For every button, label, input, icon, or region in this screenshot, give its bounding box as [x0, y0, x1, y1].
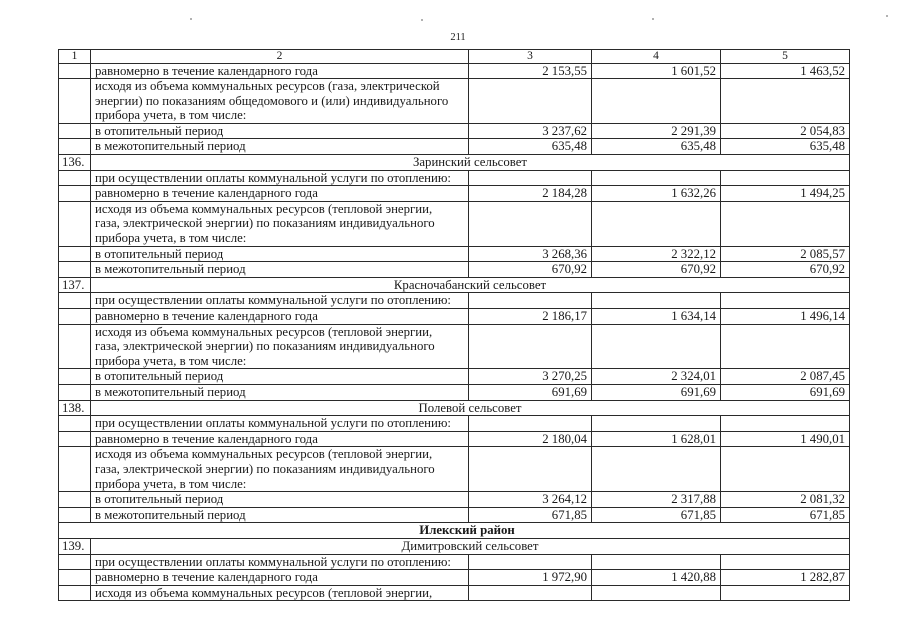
- description-line: прибора учета, в том числе:: [95, 353, 247, 368]
- table-row: [59, 447, 850, 492]
- settlement-title: Димитровский сельсовет: [91, 538, 850, 554]
- scan-speck: [652, 18, 654, 20]
- row-number-cell: [59, 246, 91, 262]
- description-cell: равномерно в течение календарного года: [91, 570, 469, 586]
- settlement-row: [59, 155, 850, 171]
- table-row: [59, 139, 850, 155]
- settlement-row: [59, 400, 850, 416]
- value-cell-col-3: [469, 79, 592, 124]
- page-number: 211: [450, 32, 466, 43]
- description-cell: равномерно в течение календарного года: [91, 63, 469, 79]
- value-cell-col-4: 1 628,01: [592, 431, 721, 447]
- scan-speck: [421, 19, 423, 21]
- row-number-cell: [59, 492, 91, 508]
- table-row: [59, 554, 850, 570]
- description-line: прибора учета, в том числе:: [95, 476, 247, 491]
- value-cell-col-4: 635,48: [592, 139, 721, 155]
- row-number-cell: [59, 186, 91, 202]
- value-cell-col-5: 635,48: [721, 139, 850, 155]
- value-cell-col-4: 2 291,39: [592, 123, 721, 139]
- tariff-table: [58, 49, 850, 601]
- table-row: [59, 246, 850, 262]
- description-line: при осуществлении оплаты коммунальной услуги по отоплению:: [95, 170, 451, 185]
- row-number-cell: [59, 123, 91, 139]
- district-title: Илекский район: [59, 523, 850, 539]
- value-cell-col-4: [592, 416, 721, 432]
- value-cell-col-3: 3 268,36: [469, 246, 592, 262]
- value-cell-col-3: 1 972,90: [469, 570, 592, 586]
- table-row: [59, 293, 850, 309]
- district-row: [59, 523, 850, 539]
- value-cell-col-5: 1 494,25: [721, 186, 850, 202]
- value-cell-col-4: 1 634,14: [592, 309, 721, 325]
- table-row: [59, 416, 850, 432]
- value-cell-col-3: [469, 170, 592, 186]
- value-cell-col-4: 2 324,01: [592, 369, 721, 385]
- value-cell-col-5: [721, 554, 850, 570]
- row-number-cell: [59, 447, 91, 492]
- table-row: [59, 431, 850, 447]
- value-cell-col-3: [469, 416, 592, 432]
- value-cell-col-4: 2 317,88: [592, 492, 721, 508]
- table-row: [59, 492, 850, 508]
- value-cell-col-3: [469, 201, 592, 246]
- value-cell-col-5: 1 490,01: [721, 431, 850, 447]
- description-line: исходя из объема коммунальных ресурсов (тепловой энергии,: [95, 324, 433, 339]
- value-cell-col-5: 2 087,45: [721, 369, 850, 385]
- table-row: [59, 507, 850, 523]
- table-row: [59, 384, 850, 400]
- description-cell: [91, 324, 469, 369]
- description-line: газа, электрической энергии) по показаниям индивидуального: [95, 216, 435, 231]
- settlement-row: [59, 538, 850, 554]
- description-line: при осуществлении оплаты коммунальной услуги по отоплению:: [95, 293, 451, 308]
- description-cell: в отопительный период: [91, 492, 469, 508]
- value-cell-col-3: [469, 585, 592, 601]
- description-cell: равномерно в течение календарного года: [91, 431, 469, 447]
- column-header-2: 2: [91, 50, 469, 64]
- settlement-title: Полевой сельсовет: [91, 400, 850, 416]
- scan-speck: [190, 18, 192, 20]
- description-line: при осуществлении оплаты коммунальной услуги по отоплению:: [95, 416, 451, 431]
- value-cell-col-3: [469, 324, 592, 369]
- value-cell-col-5: 1 496,14: [721, 309, 850, 325]
- value-cell-col-4: [592, 324, 721, 369]
- value-cell-col-5: [721, 324, 850, 369]
- row-number-cell: [59, 139, 91, 155]
- row-number-cell: [59, 585, 91, 601]
- value-cell-col-5: 1 282,87: [721, 570, 850, 586]
- row-number-cell: [59, 293, 91, 309]
- description-cell: [91, 170, 469, 186]
- value-cell-col-3: 635,48: [469, 139, 592, 155]
- column-number-row: [59, 50, 850, 64]
- description-cell: [91, 416, 469, 432]
- settlement-row: [59, 277, 850, 293]
- table-row: [59, 369, 850, 385]
- value-cell-col-5: [721, 416, 850, 432]
- value-cell-col-4: [592, 293, 721, 309]
- value-cell-col-3: 2 186,17: [469, 309, 592, 325]
- value-cell-col-5: [721, 447, 850, 492]
- value-cell-col-4: 2 322,12: [592, 246, 721, 262]
- table-row: [59, 201, 850, 246]
- row-number: 136.: [59, 155, 91, 171]
- row-number-cell: [59, 262, 91, 278]
- table-row: [59, 170, 850, 186]
- description-cell: равномерно в течение календарного года: [91, 186, 469, 202]
- description-line: газа, электрической энергии) по показаниям индивидуального: [95, 461, 435, 476]
- value-cell-col-3: 3 270,25: [469, 369, 592, 385]
- value-cell-col-5: 671,85: [721, 507, 850, 523]
- table-row: [59, 309, 850, 325]
- description-cell: [91, 201, 469, 246]
- description-cell: в межотопительный период: [91, 384, 469, 400]
- description-line: исходя из объема коммунальных ресурсов (тепловой энергии,: [95, 447, 433, 462]
- value-cell-col-4: 670,92: [592, 262, 721, 278]
- row-number-cell: [59, 79, 91, 124]
- settlement-title: Заринский сельсовет: [91, 155, 850, 171]
- row-number: 138.: [59, 400, 91, 416]
- table-row: [59, 123, 850, 139]
- value-cell-col-5: 2 085,57: [721, 246, 850, 262]
- description-cell: в отопительный период: [91, 246, 469, 262]
- value-cell-col-4: [592, 554, 721, 570]
- row-number-cell: [59, 431, 91, 447]
- value-cell-col-3: [469, 293, 592, 309]
- description-cell: [91, 79, 469, 124]
- row-number-cell: [59, 570, 91, 586]
- column-header-3: 3: [469, 50, 592, 64]
- row-number-cell: [59, 416, 91, 432]
- table-row: [59, 324, 850, 369]
- row-number-cell: [59, 384, 91, 400]
- value-cell-col-3: 691,69: [469, 384, 592, 400]
- value-cell-col-3: [469, 447, 592, 492]
- value-cell-col-5: 670,92: [721, 262, 850, 278]
- value-cell-col-5: [721, 201, 850, 246]
- description-cell: в межотопительный период: [91, 262, 469, 278]
- value-cell-col-4: [592, 79, 721, 124]
- value-cell-col-3: 3 237,62: [469, 123, 592, 139]
- value-cell-col-4: [592, 447, 721, 492]
- description-cell: [91, 554, 469, 570]
- value-cell-col-4: 691,69: [592, 384, 721, 400]
- value-cell-col-5: 1 463,52: [721, 63, 850, 79]
- description-cell: [91, 447, 469, 492]
- table-row: [59, 570, 850, 586]
- description-cell: равномерно в течение календарного года: [91, 309, 469, 325]
- column-header-1: 1: [59, 50, 91, 64]
- row-number-cell: [59, 324, 91, 369]
- column-header-5: 5: [721, 50, 850, 64]
- settlement-title: Красночабанский сельсовет: [91, 277, 850, 293]
- row-number-cell: [59, 309, 91, 325]
- value-cell-col-3: 3 264,12: [469, 492, 592, 508]
- description-cell: в отопительный период: [91, 369, 469, 385]
- row-number-cell: [59, 507, 91, 523]
- value-cell-col-4: [592, 170, 721, 186]
- value-cell-col-5: [721, 585, 850, 601]
- description-line: газа, электрической энергии) по показаниям индивидуального: [95, 339, 435, 354]
- value-cell-col-4: 671,85: [592, 507, 721, 523]
- description-line: исходя из объема коммунальных ресурсов (тепловой энергии,: [95, 201, 433, 216]
- description-line: прибора учета, в том числе:: [95, 231, 247, 246]
- value-cell-col-4: 1 601,52: [592, 63, 721, 79]
- value-cell-col-5: 691,69: [721, 384, 850, 400]
- value-cell-col-4: 1 632,26: [592, 186, 721, 202]
- row-number: 137.: [59, 277, 91, 293]
- value-cell-col-3: 670,92: [469, 262, 592, 278]
- description-line: исходя из объема коммунальных ресурсов (газа, электрической: [95, 79, 440, 94]
- row-number-cell: [59, 554, 91, 570]
- table-row: [59, 186, 850, 202]
- value-cell-col-4: [592, 585, 721, 601]
- value-cell-col-4: [592, 201, 721, 246]
- table-row: [59, 63, 850, 79]
- value-cell-col-5: [721, 170, 850, 186]
- row-number-cell: [59, 201, 91, 246]
- table-row: [59, 79, 850, 124]
- column-header-4: 4: [592, 50, 721, 64]
- row-number-cell: [59, 63, 91, 79]
- value-cell-col-3: [469, 554, 592, 570]
- row-number: 139.: [59, 538, 91, 554]
- value-cell-col-3: 671,85: [469, 507, 592, 523]
- value-cell-col-4: 1 420,88: [592, 570, 721, 586]
- description-cell: в межотопительный период: [91, 507, 469, 523]
- row-number-cell: [59, 369, 91, 385]
- row-number-cell: [59, 170, 91, 186]
- description-cell: [91, 293, 469, 309]
- value-cell-col-5: [721, 79, 850, 124]
- table-row: [59, 262, 850, 278]
- scan-speck: [886, 15, 888, 17]
- description-line: исходя из объема коммунальных ресурсов (тепловой энергии,: [95, 585, 433, 600]
- value-cell-col-5: 2 081,32: [721, 492, 850, 508]
- value-cell-col-5: [721, 293, 850, 309]
- table-row: [59, 585, 850, 601]
- value-cell-col-5: 2 054,83: [721, 123, 850, 139]
- value-cell-col-3: 2 184,28: [469, 186, 592, 202]
- description-line: энергии) по показаниям общедомового и (или) индивидуального: [95, 93, 449, 108]
- value-cell-col-3: 2 153,55: [469, 63, 592, 79]
- description-line: при осуществлении оплаты коммунальной услуги по отоплению:: [95, 554, 451, 569]
- description-cell: в отопительный период: [91, 123, 469, 139]
- description-cell: [91, 585, 469, 601]
- table-body: [59, 63, 850, 601]
- description-cell: в межотопительный период: [91, 139, 469, 155]
- description-line: прибора учета, в том числе:: [95, 108, 247, 123]
- value-cell-col-3: 2 180,04: [469, 431, 592, 447]
